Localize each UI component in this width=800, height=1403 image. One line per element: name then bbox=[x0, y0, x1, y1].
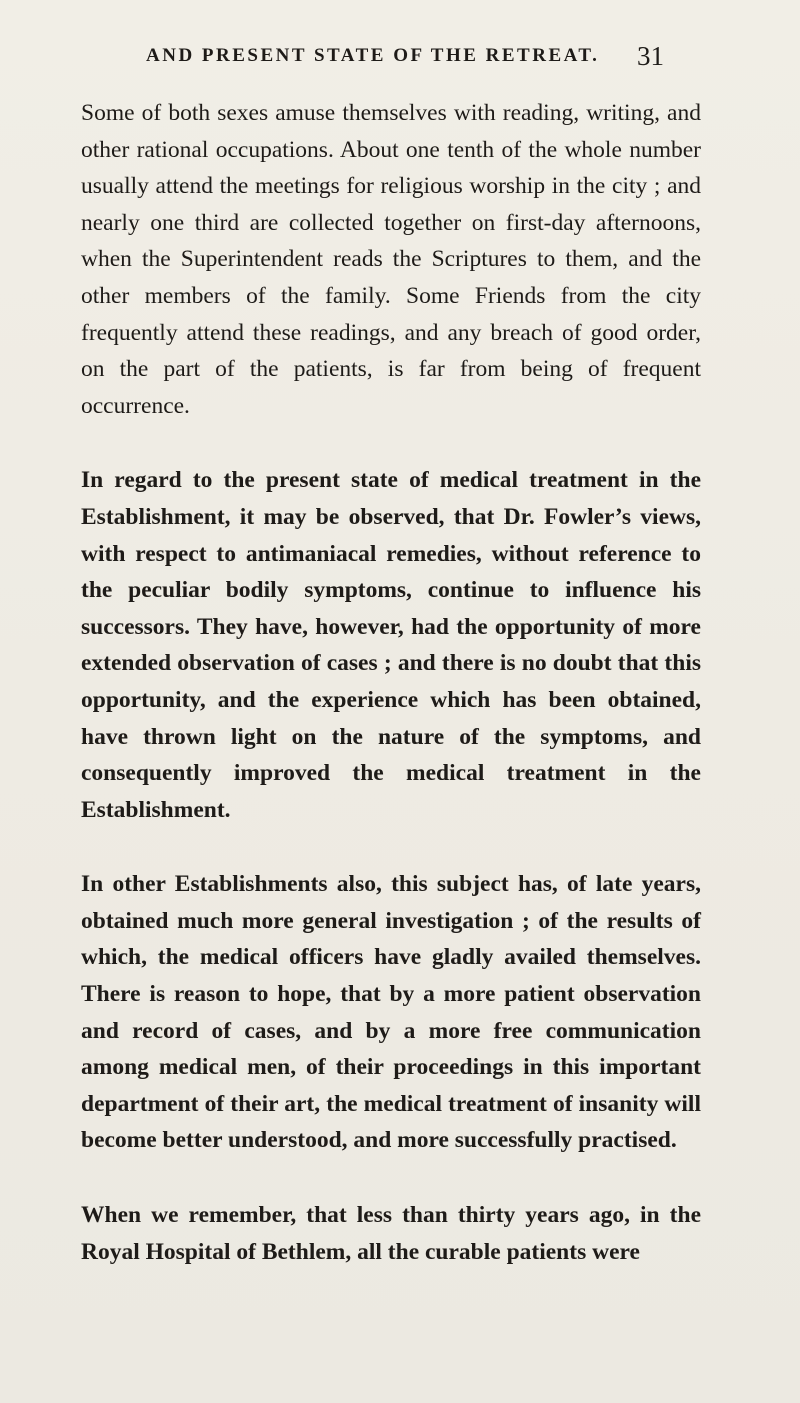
body-text bbox=[81, 95, 701, 1308]
paragraph-recreation: Some of both sexes amuse themselves with reading, writing, and other rational occupations. About one tenth of the whole number usually attend the meetings for religious worship in the city ; and nearly one third are collected together on first-day afternoons, when the Superintendent reads the Scriptures to them, and the other members of the family. Some Friends from the city frequently attend these readings, and any breach of good order, on the part of the patients, is far from being of frequent occurrence. bbox=[81, 100, 701, 419]
running-head bbox=[0, 36, 800, 76]
running-title: AND PRESENT STATE OF THE RETREAT. bbox=[146, 45, 600, 66]
page-number: 31 bbox=[637, 41, 664, 71]
paragraph-other-establishments: In other Establishments also, this subject has, of late years, obtained much more general investigation ; of the results of which, the medical officers have gladly availed themselves. There is reason to hope, that by a more patient observation and record of cases, and by a more free communication among medical men, of their proceedings in this important department of their art, the medical treatment of insanity will become better understood, and more successfully practised. bbox=[81, 871, 701, 1154]
paragraph-medical-treatment: In regard to the present state of medical treatment in the Establishment, it may be observed, that Dr. Fowler’s views, with respect to antimaniacal remedies, without reference to the peculiar bodily symptoms, continue to influence his successors. They have, however, had the opportunity of more extended observation of cases ; and there is no doubt that this opportunity, and the experience which has been obtained, have thrown light on the nature of the symptoms, and consequently improved the medical treatment in the Establishment. bbox=[81, 467, 701, 823]
paragraph-bethlem: When we remember, that less than thirty years ago, in the Royal Hospital of Bethlem, all the curable patients were bbox=[81, 1202, 701, 1265]
